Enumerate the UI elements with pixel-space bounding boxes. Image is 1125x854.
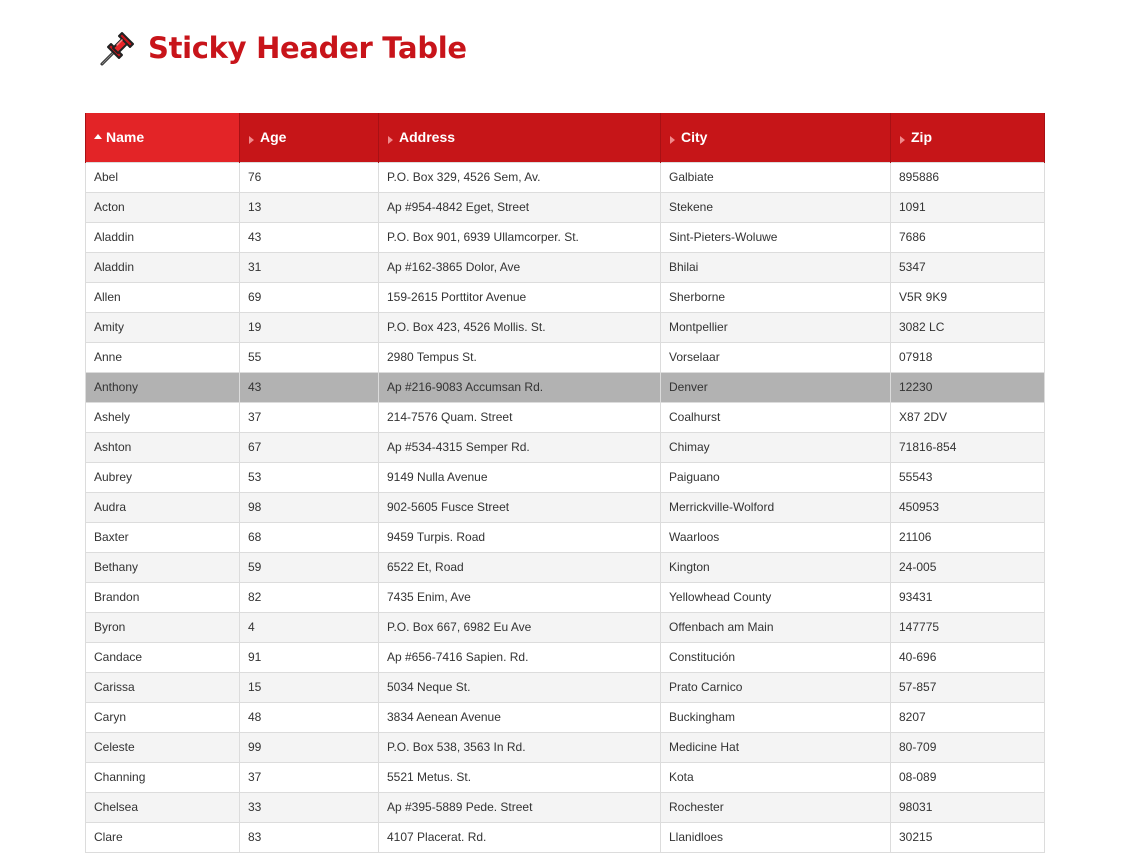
cell-zip: 55543	[891, 462, 1045, 492]
table-row[interactable]	[86, 282, 1045, 312]
cell-address: 9149 Nulla Avenue	[379, 462, 661, 492]
cell-address: 5034 Neque St.	[379, 672, 661, 702]
cell-name: Bethany	[86, 552, 240, 582]
cell-name: Carissa	[86, 672, 240, 702]
cell-name: Abel	[86, 162, 240, 192]
table-row[interactable]	[86, 642, 1045, 672]
cell-city: Buckingham	[661, 702, 891, 732]
cell-zip: 24-005	[891, 552, 1045, 582]
sort-unsorted-icon	[388, 136, 393, 144]
table-row[interactable]	[86, 822, 1045, 852]
cell-zip: 8207	[891, 702, 1045, 732]
column-header-label: Zip	[911, 129, 932, 146]
column-header-label: City	[681, 129, 708, 146]
cell-city: Stekene	[661, 192, 891, 222]
cell-age: 15	[240, 672, 379, 702]
cell-address: 3834 Aenean Avenue	[379, 702, 661, 732]
cell-address: 902-5605 Fusce Street	[379, 492, 661, 522]
title-row	[98, 26, 467, 70]
cell-age: 99	[240, 732, 379, 762]
cell-age: 83	[240, 822, 379, 852]
cell-city: Chimay	[661, 432, 891, 462]
cell-address: Ap #162-3865 Dolor, Ave	[379, 252, 661, 282]
table-row[interactable]	[86, 492, 1045, 522]
cell-zip: 40-696	[891, 642, 1045, 672]
table-row[interactable]	[86, 762, 1045, 792]
cell-name: Celeste	[86, 732, 240, 762]
table-row[interactable]	[86, 732, 1045, 762]
sort-ascending-icon	[94, 134, 102, 139]
cell-name: Baxter	[86, 522, 240, 552]
cell-address: P.O. Box 538, 3563 In Rd.	[379, 732, 661, 762]
cell-age: 4	[240, 612, 379, 642]
cell-age: 31	[240, 252, 379, 282]
table-row[interactable]	[86, 192, 1045, 222]
cell-name: Ashely	[86, 402, 240, 432]
table-row[interactable]	[86, 462, 1045, 492]
cell-address: 6522 Et, Road	[379, 552, 661, 582]
cell-name: Ashton	[86, 432, 240, 462]
cell-address: P.O. Box 901, 6939 Ullamcorper. St.	[379, 222, 661, 252]
cell-address: Ap #656-7416 Sapien. Rd.	[379, 642, 661, 672]
cell-address: Ap #395-5889 Pede. Street	[379, 792, 661, 822]
cell-city: Vorselaar	[661, 342, 891, 372]
column-header-city[interactable]	[661, 113, 891, 162]
cell-city: Offenbach am Main	[661, 612, 891, 642]
table-body	[86, 162, 1045, 852]
cell-name: Channing	[86, 762, 240, 792]
cell-city: Galbiate	[661, 162, 891, 192]
page-title: Sticky Header Table	[148, 31, 467, 65]
cell-age: 43	[240, 222, 379, 252]
cell-address: 214-7576 Quam. Street	[379, 402, 661, 432]
sticky-table-container	[85, 113, 1044, 853]
table-row[interactable]	[86, 252, 1045, 282]
cell-city: Kington	[661, 552, 891, 582]
cell-city: Paiguano	[661, 462, 891, 492]
table-row[interactable]	[86, 312, 1045, 342]
cell-age: 98	[240, 492, 379, 522]
cell-address: P.O. Box 329, 4526 Sem, Av.	[379, 162, 661, 192]
table-row[interactable]	[86, 342, 1045, 372]
cell-age: 53	[240, 462, 379, 492]
cell-zip: 895886	[891, 162, 1045, 192]
cell-name: Amity	[86, 312, 240, 342]
column-header-age[interactable]	[240, 113, 379, 162]
cell-address: Ap #954-4842 Eget, Street	[379, 192, 661, 222]
cell-age: 82	[240, 582, 379, 612]
cell-age: 59	[240, 552, 379, 582]
cell-address: P.O. Box 423, 4526 Mollis. St.	[379, 312, 661, 342]
table-row[interactable]	[86, 792, 1045, 822]
cell-city: Llanidloes	[661, 822, 891, 852]
cell-city: Medicine Hat	[661, 732, 891, 762]
column-header-zip[interactable]	[891, 113, 1045, 162]
cell-city: Prato Carnico	[661, 672, 891, 702]
table-row[interactable]	[86, 552, 1045, 582]
cell-zip: 98031	[891, 792, 1045, 822]
pushpin-icon	[98, 28, 138, 68]
column-header-label: Address	[399, 129, 456, 146]
cell-name: Aubrey	[86, 462, 240, 492]
cell-city: Denver	[661, 372, 891, 402]
table-row[interactable]	[86, 582, 1045, 612]
table-row[interactable]	[86, 672, 1045, 702]
cell-name: Caryn	[86, 702, 240, 732]
table-row[interactable]	[86, 162, 1045, 192]
cell-city: Waarloos	[661, 522, 891, 552]
cell-city: Kota	[661, 762, 891, 792]
cell-city: Bhilai	[661, 252, 891, 282]
cell-city: Merrickville-Wolford	[661, 492, 891, 522]
cell-name: Allen	[86, 282, 240, 312]
cell-name: Clare	[86, 822, 240, 852]
cell-zip: 147775	[891, 612, 1045, 642]
cell-age: 37	[240, 402, 379, 432]
cell-age: 48	[240, 702, 379, 732]
cell-name: Acton	[86, 192, 240, 222]
cell-age: 33	[240, 792, 379, 822]
column-header-address[interactable]	[379, 113, 661, 162]
cell-address: P.O. Box 667, 6982 Eu Ave	[379, 612, 661, 642]
cell-zip: 07918	[891, 342, 1045, 372]
cell-city: Constitución	[661, 642, 891, 672]
cell-age: 43	[240, 372, 379, 402]
cell-age: 76	[240, 162, 379, 192]
cell-city: Sint-Pieters-Woluwe	[661, 222, 891, 252]
cell-address: Ap #534-4315 Semper Rd.	[379, 432, 661, 462]
cell-address: 2980 Tempus St.	[379, 342, 661, 372]
cell-city: Sherborne	[661, 282, 891, 312]
cell-age: 67	[240, 432, 379, 462]
cell-name: Anne	[86, 342, 240, 372]
column-header-name[interactable]	[86, 113, 240, 162]
cell-zip: 57-857	[891, 672, 1045, 702]
cell-zip: 3082 LC	[891, 312, 1045, 342]
sort-unsorted-icon	[670, 136, 675, 144]
cell-address: 159-2615 Porttitor Avenue	[379, 282, 661, 312]
table-row[interactable]	[86, 522, 1045, 552]
column-header-label: Age	[260, 129, 287, 146]
cell-zip: X87 2DV	[891, 402, 1045, 432]
cell-name: Aladdin	[86, 222, 240, 252]
cell-age: 19	[240, 312, 379, 342]
cell-zip: 93431	[891, 582, 1045, 612]
cell-address: 4107 Placerat. Rd.	[379, 822, 661, 852]
header-row	[86, 113, 1045, 162]
cell-address: 9459 Turpis. Road	[379, 522, 661, 552]
table-row[interactable]	[86, 432, 1045, 462]
table-row[interactable]	[86, 222, 1045, 252]
sort-unsorted-icon	[900, 136, 905, 144]
cell-zip: V5R 9K9	[891, 282, 1045, 312]
cell-city: Montpellier	[661, 312, 891, 342]
cell-name: Anthony	[86, 372, 240, 402]
column-header-label: Name	[106, 129, 145, 146]
cell-zip: 30215	[891, 822, 1045, 852]
sort-unsorted-icon	[249, 136, 254, 144]
cell-address: 5521 Metus. St.	[379, 762, 661, 792]
cell-city: Coalhurst	[661, 402, 891, 432]
cell-name: Byron	[86, 612, 240, 642]
cell-address: 7435 Enim, Ave	[379, 582, 661, 612]
cell-age: 37	[240, 762, 379, 792]
cell-name: Aladdin	[86, 252, 240, 282]
table-row[interactable]	[86, 702, 1045, 732]
cell-age: 13	[240, 192, 379, 222]
cell-zip: 08-089	[891, 762, 1045, 792]
table-header	[86, 113, 1045, 162]
cell-name: Chelsea	[86, 792, 240, 822]
cell-zip: 450953	[891, 492, 1045, 522]
cell-name: Brandon	[86, 582, 240, 612]
cell-name: Audra	[86, 492, 240, 522]
cell-zip: 7686	[891, 222, 1045, 252]
cell-age: 68	[240, 522, 379, 552]
data-table	[85, 113, 1045, 853]
table-row[interactable]	[86, 372, 1045, 402]
cell-zip: 71816-854	[891, 432, 1045, 462]
cell-zip: 21106	[891, 522, 1045, 552]
cell-age: 91	[240, 642, 379, 672]
cell-age: 55	[240, 342, 379, 372]
cell-zip: 5347	[891, 252, 1045, 282]
table-row[interactable]	[86, 402, 1045, 432]
cell-address: Ap #216-9083 Accumsan Rd.	[379, 372, 661, 402]
cell-zip: 80-709	[891, 732, 1045, 762]
table-row[interactable]	[86, 612, 1045, 642]
cell-zip: 12230	[891, 372, 1045, 402]
cell-city: Yellowhead County	[661, 582, 891, 612]
cell-age: 69	[240, 282, 379, 312]
cell-name: Candace	[86, 642, 240, 672]
cell-zip: 1091	[891, 192, 1045, 222]
cell-city: Rochester	[661, 792, 891, 822]
